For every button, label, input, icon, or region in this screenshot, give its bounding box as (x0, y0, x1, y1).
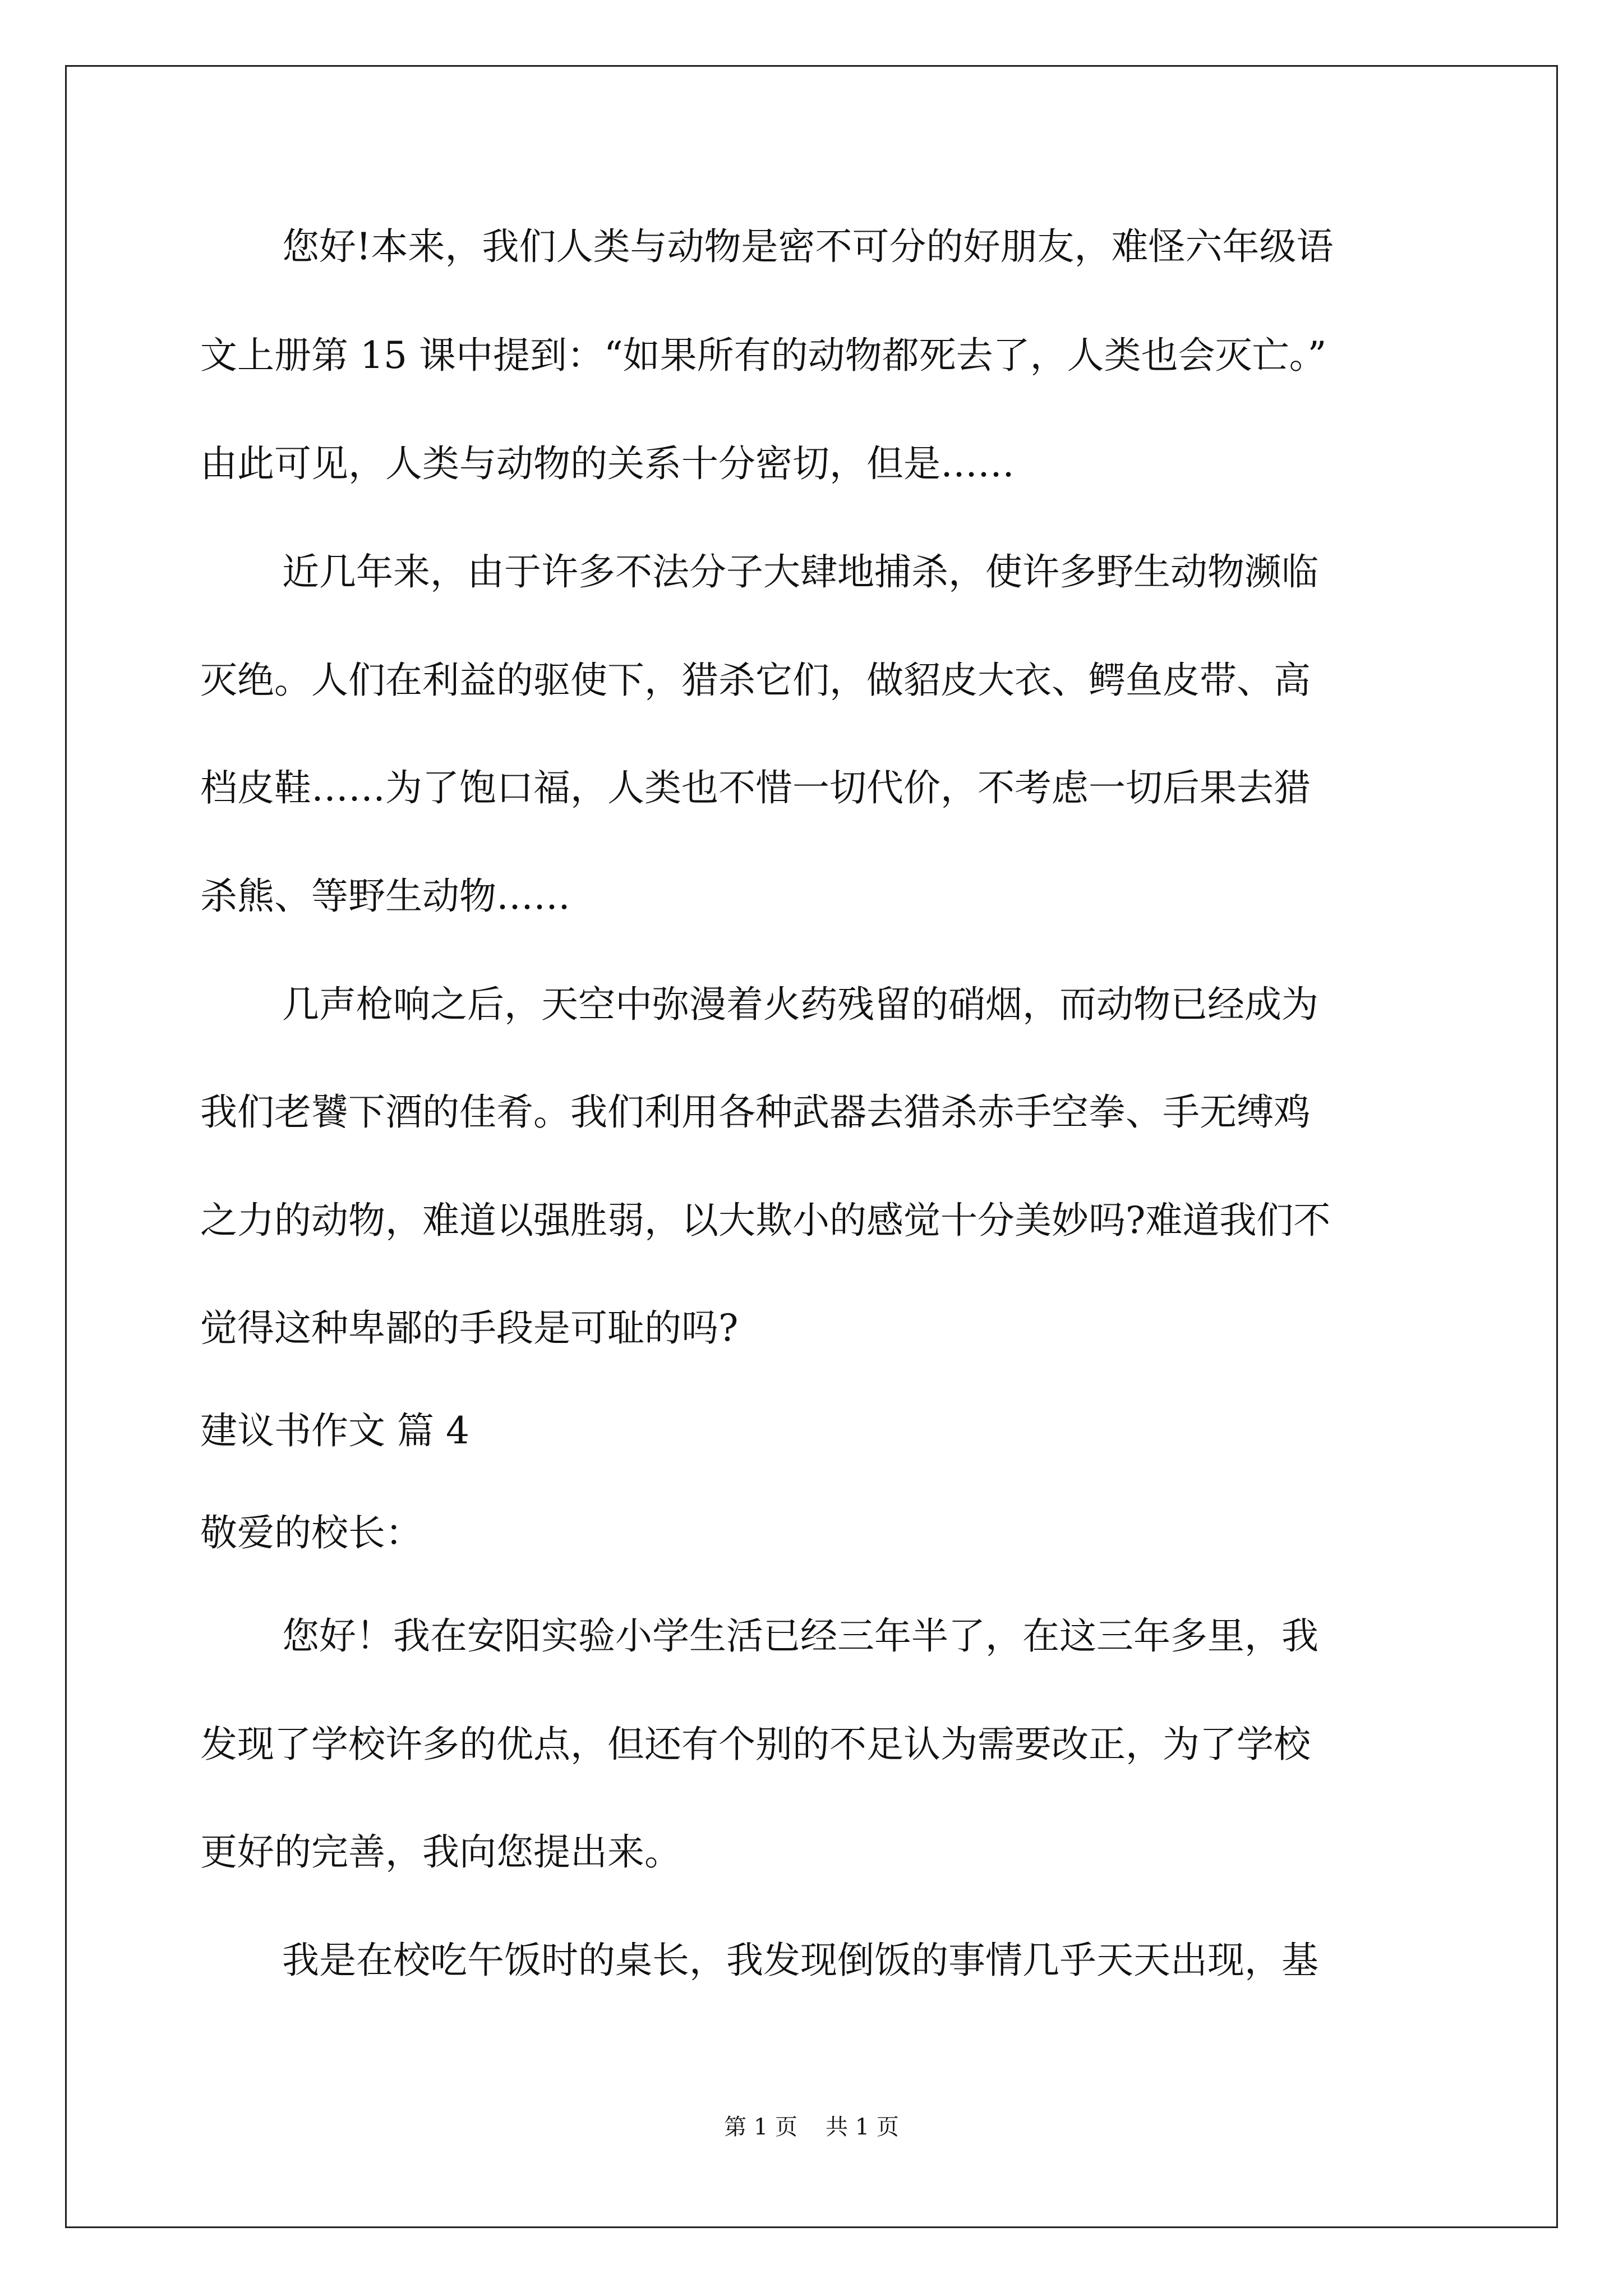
salutation: 敬爱的校长： (200, 1511, 422, 1554)
paragraph-line: 近几年来，由于许多不法分子大肆地捕杀，使许多野生动物濒临 (282, 550, 1318, 593)
paragraph-line: 我是在校吃午饭时的桌长，我发现倒饭的事情几乎天天出现，基 (282, 1939, 1318, 1982)
paragraph-line: 您好!本来，我们人类与动物是密不可分的好朋友，难怪六年级语 (282, 225, 1334, 268)
paragraph-line: 发现了学校许多的优点，但还有个别的不足认为需要改正，为了学校 (200, 1723, 1311, 1766)
paragraph-line: 文上册第 15 课中提到：“如果所有的动物都死去了，人类也会灭亡。” (200, 334, 1327, 377)
paragraph-line: 由此可见，人类与动物的关系十分密切，但是…… (200, 442, 1015, 485)
page-footer (0, 2110, 1623, 2144)
page-number: 第 1 页 (724, 2114, 797, 2140)
paragraph-line: 更好的完善，我向您提出来。 (200, 1830, 681, 1874)
paragraph-line: 档皮鞋……为了饱口福，人类也不惜一切代价，不考虑一切后果去猎 (200, 766, 1311, 809)
paragraph-line: 之力的动物，难道以强胜弱，以大欺小的感觉十分美妙吗?难道我们不 (200, 1199, 1331, 1242)
paragraph-line: 几声枪响之后，天空中弥漫着火药残留的硝烟，而动物已经成为 (282, 983, 1318, 1026)
page-border (65, 65, 1558, 2228)
paragraph-line: 杀熊、等野生动物…… (200, 875, 570, 918)
paragraph-line: 灭绝。人们在利益的驱使下，猎杀它们，做貂皮大衣、鳄鱼皮带、高 (200, 659, 1311, 702)
paragraph-line: 您好！我在安阳实验小学生活已经三年半了，在这三年多里，我 (282, 1614, 1318, 1658)
page-total: 共 1 页 (826, 2114, 899, 2140)
paragraph-line: 觉得这种卑鄙的手段是可耻的吗? (200, 1306, 739, 1350)
paragraph-line: 我们老饕下酒的佳肴。我们利用各种武器去猎杀赤手空拳、手无缚鸡 (200, 1091, 1311, 1134)
section-heading: 建议书作文 篇 4 (200, 1409, 469, 1452)
